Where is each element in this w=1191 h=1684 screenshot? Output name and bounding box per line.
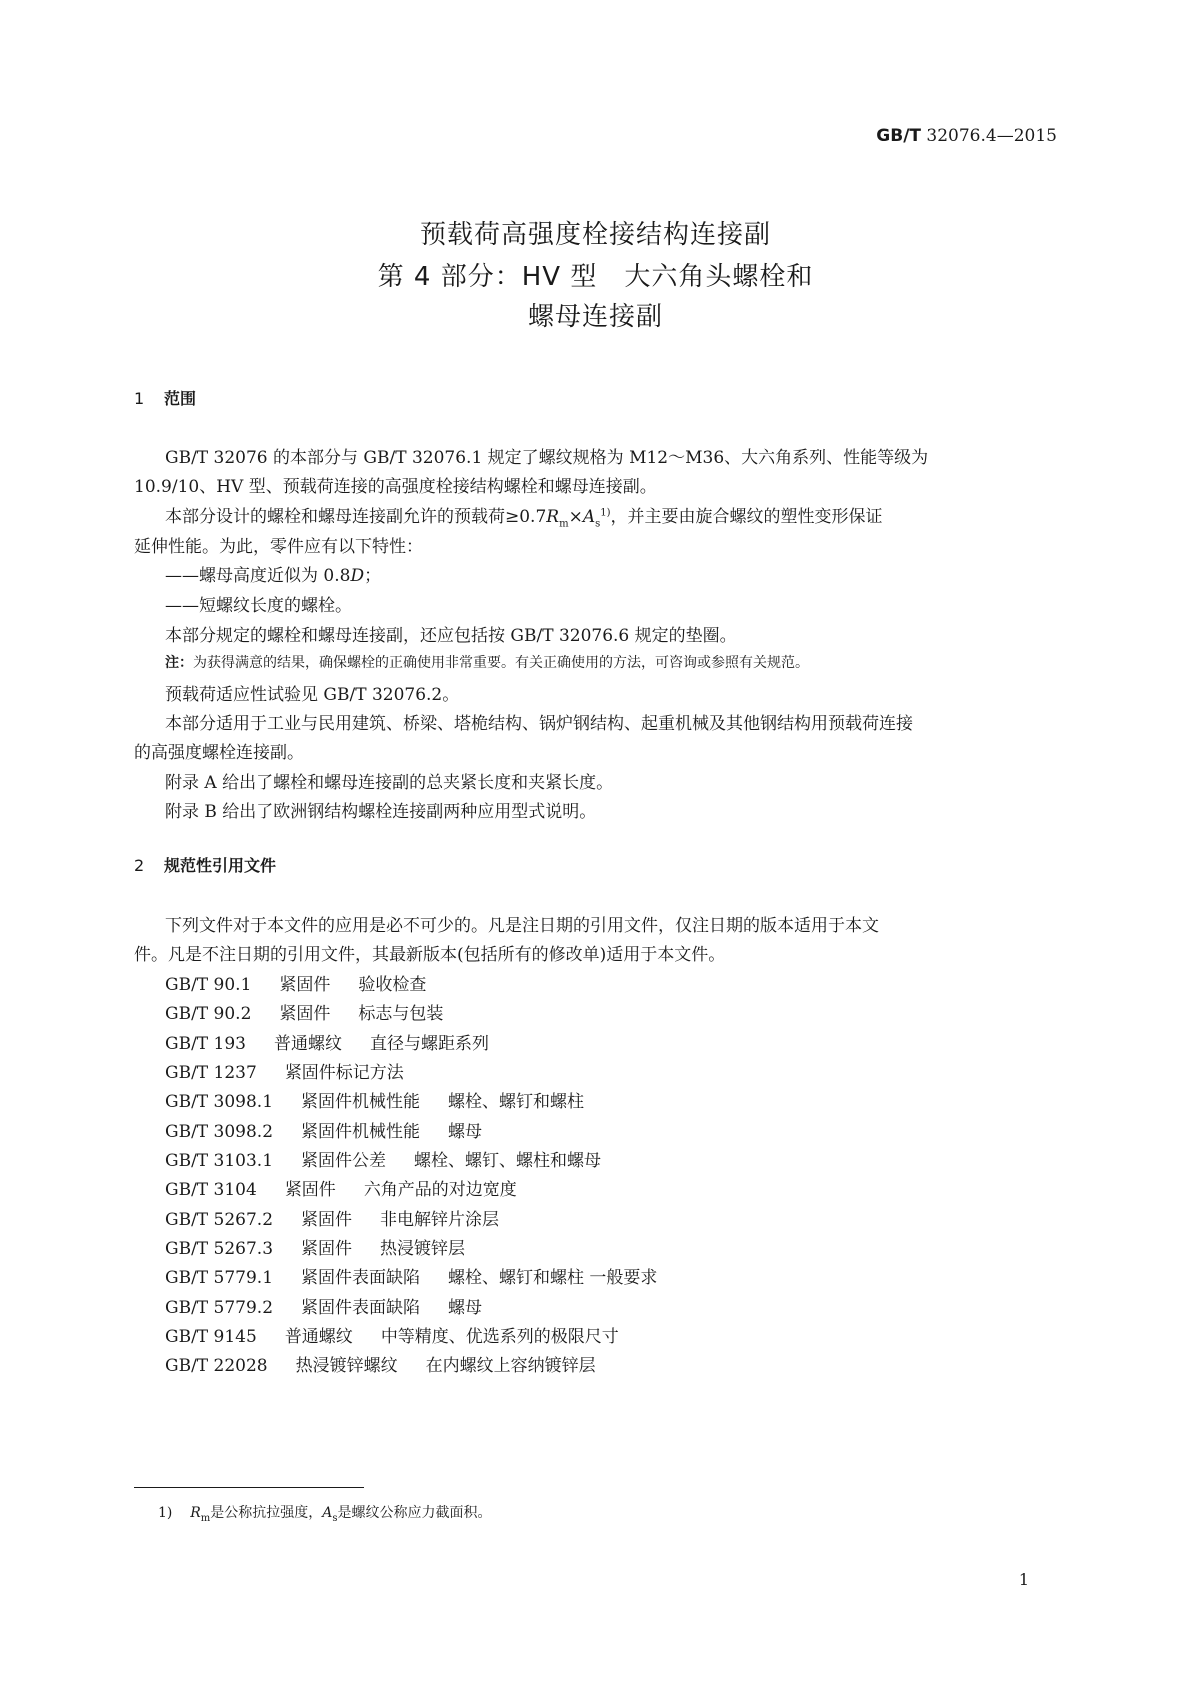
s1-para5-line2: 的高强度螺栓连接副。 bbox=[134, 743, 304, 763]
ref-item: GB/T 3104 紧固件 六角产品的对边宽度 bbox=[165, 1180, 517, 1200]
ref-item: GB/T 3103.1 紧固件公差 螺栓、螺钉、螺柱和螺母 bbox=[165, 1151, 602, 1171]
s1-para7: 附录 B 给出了欧洲钢结构螺栓连接副两种应用型式说明。 bbox=[165, 802, 597, 822]
ref-item: GB/T 5779.2 紧固件表面缺陷 螺母 bbox=[165, 1298, 483, 1318]
ref-item: GB/T 22028 热浸镀锌螺纹 在内螺纹上容纳镀锌层 bbox=[165, 1356, 596, 1376]
ref-item: GB/T 1237 紧固件标记方法 bbox=[165, 1063, 404, 1083]
s1-dash-item-1: ——螺母高度近似为 0.8D； bbox=[165, 566, 382, 586]
title-line-2: 第 4 部分：HV 型 大六角头螺栓和 bbox=[377, 262, 814, 292]
s1-para2-line2: 延伸性能。为此，零件应有以下特性： bbox=[134, 537, 423, 557]
ref-item: GB/T 5779.1 紧固件表面缺陷 螺栓、螺钉和螺柱 一般要求 bbox=[165, 1268, 658, 1288]
s1-para3: 本部分规定的螺栓和螺母连接副，还应包括按 GB/T 32076.6 规定的垫圈。 bbox=[165, 626, 737, 646]
ref-item: GB/T 3098.2 紧固件机械性能 螺母 bbox=[165, 1122, 483, 1142]
s1-para1-line1: GB/T 32076 的本部分与 GB/T 32076.1 规定了螺纹规格为 M12～M36、大六角系列、性能等级为 bbox=[165, 448, 929, 468]
footnote: 1) $R_m$是公称抗拉强度，$A_s$是螺纹公称应力截面积。 bbox=[158, 1505, 492, 1524]
standard-code: GB/T 32076.4—2015 bbox=[876, 126, 1057, 146]
ref-item: GB/T 5267.2 紧固件 非电解锌片涂层 bbox=[165, 1210, 500, 1230]
title-line-1: 预载荷高强度栓接结构连接副 bbox=[419, 220, 771, 250]
s1-para5-line1: 本部分适用于工业与民用建筑、桥梁、塔桅结构、锅炉钢结构、起重机械及其他钢结构用预载荷连接 bbox=[165, 714, 913, 734]
section-2-heading: 2 规范性引用文件 bbox=[134, 856, 277, 875]
s1-para6: 附录 A 给出了螺栓和螺母连接副的总夹紧长度和夹紧长度。 bbox=[165, 773, 614, 793]
ref-item: GB/T 90.2 紧固件 标志与包装 bbox=[165, 1004, 444, 1024]
footnote-separator bbox=[134, 1487, 364, 1488]
s1-para4: 预载荷适应性试验见 GB/T 32076.2。 bbox=[165, 685, 460, 705]
s2-intro-line2: 件。凡是不注日期的引用文件，其最新版本(包括所有的修改单)适用于本文件。 bbox=[134, 945, 726, 965]
section-1-heading: 1 范围 bbox=[134, 389, 197, 408]
ref-item: GB/T 3098.1 紧固件机械性能 螺栓、螺钉和螺柱 bbox=[165, 1092, 585, 1112]
ref-item: GB/T 5267.3 紧固件 热浸镀锌层 bbox=[165, 1239, 466, 1259]
ref-item: GB/T 9145 普通螺纹 中等精度、优选系列的极限尺寸 bbox=[165, 1327, 619, 1347]
s2-intro-line1: 下列文件对于本文件的应用是必不可少的。凡是注日期的引用文件，仅注日期的版本适用于本文 bbox=[165, 916, 879, 936]
s1-dash-item-2: ——短螺纹长度的螺栓。 bbox=[165, 596, 352, 616]
ref-item: GB/T 193 普通螺纹 直径与螺距系列 bbox=[165, 1034, 489, 1054]
ref-item: GB/T 90.1 紧固件 验收检查 bbox=[165, 975, 427, 995]
s1-para1-line2: 10.9/10、HV 型、预载荷连接的高强度栓接结构螺栓和螺母连接副。 bbox=[134, 477, 657, 497]
page-number: 1 bbox=[1018, 1570, 1029, 1589]
s1-note: 注：为获得满意的结果，确保螺栓的正确使用非常重要。有关正确使用的方法，可咨询或参照有关规范。 bbox=[165, 655, 809, 671]
s1-para2-line1: 本部分设计的螺栓和螺母连接副允许的预载荷$\ge 0.7R_m\times A_s^{1)}$，并主要由旋合螺纹的塑性变形保证 bbox=[165, 507, 883, 530]
title-line-3: 螺母连接副 bbox=[527, 302, 663, 332]
